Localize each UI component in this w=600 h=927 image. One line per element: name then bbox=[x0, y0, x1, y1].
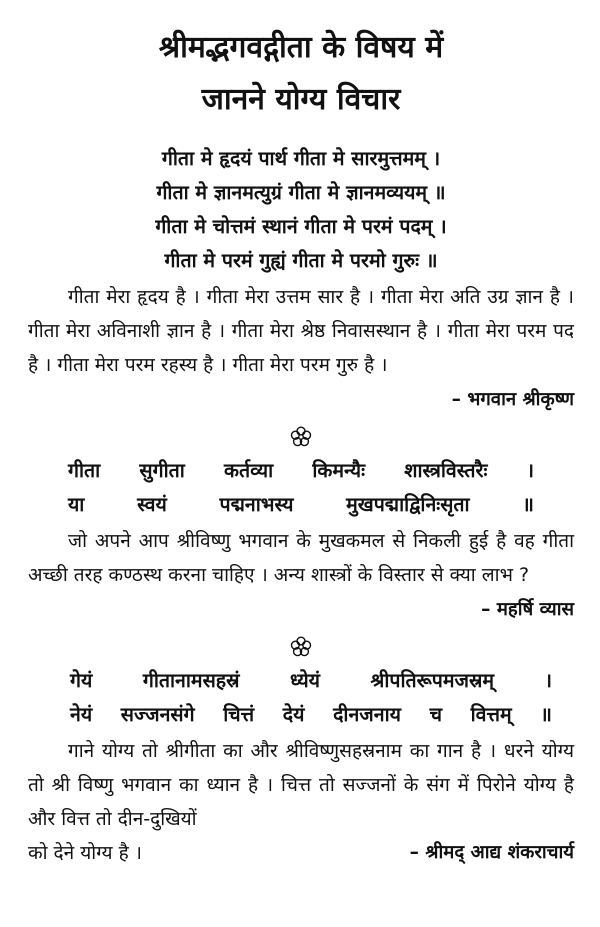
verse-line: गीता मे परमं गुह्यं गीता मे परमो गुरुः ॥ bbox=[164, 249, 438, 272]
final-line bbox=[28, 836, 574, 870]
verse-line: गीता सुगीता कर्तव्या किमन्यैः शास्त्रविस्तरैः । bbox=[68, 459, 534, 482]
translation-text: गीता मेरा हृदय है । गीता मेरा उत्तम सार है । गीता मेरा अति उग्र ज्ञान है । गीता मेरा अविनाशी ज्ञान है । गीता मेरा श्रेष्ठ निवासस्थान है । गीता मेरा परम पद है । गीता मेरा परम रहस्य है । गीता मेरा परम गुरु है । bbox=[28, 286, 574, 376]
page-title bbox=[28, 22, 574, 126]
translation-paragraph-2 bbox=[28, 524, 574, 592]
flower-icon bbox=[290, 426, 312, 448]
verse-line: गेयं गीतानामसहस्रं ध्येयं श्रीपतिरूपमजस्रम् । bbox=[70, 669, 552, 692]
translation-text-end: को देने योग्य है । bbox=[28, 842, 142, 864]
flower-divider-2 bbox=[28, 628, 574, 664]
flower-icon bbox=[290, 636, 312, 658]
verse-block-2 bbox=[28, 454, 574, 522]
title-line-1: श्रीमद्भगवद्गीता के विषय में bbox=[158, 30, 444, 65]
verse-line: गीता मे ज्ञानमत्युग्रं गीता मे ज्ञानमव्ययम् ॥ bbox=[156, 181, 446, 204]
translation-text: जो अपने आप श्रीविष्णु भगवान के मुखकमल से निकली हुई है वह गीता अच्छी तरह कण्ठस्थ करना चाहिए । अन्य शास्त्रों के विस्तार से क्या लाभ ? bbox=[28, 530, 574, 586]
translation-paragraph-3: गाने योग्य तो श्रीगीता का और श्रीविष्णुसहस्रनाम का गान है । धरने योग्य तो श्री विष्णु भगवान का ध्यान है । चित्त तो सज्जनों के संग में पिरोने योग्य है और वित्त तो दीन-दुखियों bbox=[28, 740, 574, 830]
attribution-2: – महर्षि व्यास bbox=[481, 599, 574, 620]
document-page bbox=[28, 22, 574, 870]
title-line-2: जानने योग्य विचार bbox=[201, 82, 401, 117]
verse-block-3 bbox=[28, 664, 574, 732]
translation-paragraph-1 bbox=[28, 280, 574, 382]
verse-line: या स्वयं पद्मनाभस्य मुखपद्माद्विनिःसृता ॥ bbox=[68, 493, 534, 516]
flower-divider-1 bbox=[28, 418, 574, 454]
attribution-1: – भगवान श्रीकृष्ण bbox=[451, 389, 574, 410]
verse-block-1 bbox=[28, 142, 574, 278]
verse-line: नेयं सज्जनसंगे चित्तं देयं दीनजनाय च वित्तम् ॥ bbox=[70, 703, 552, 726]
attribution-3: – श्रीमद् आद्य शंकराचार्य bbox=[409, 842, 574, 863]
verse-line: गीता मे हृदयं पार्थ गीता मे सारमुत्तमम् । bbox=[161, 147, 441, 170]
verse-line: गीता मे चोत्तमं स्थानं गीता मे परमं पदम् । bbox=[155, 215, 447, 238]
